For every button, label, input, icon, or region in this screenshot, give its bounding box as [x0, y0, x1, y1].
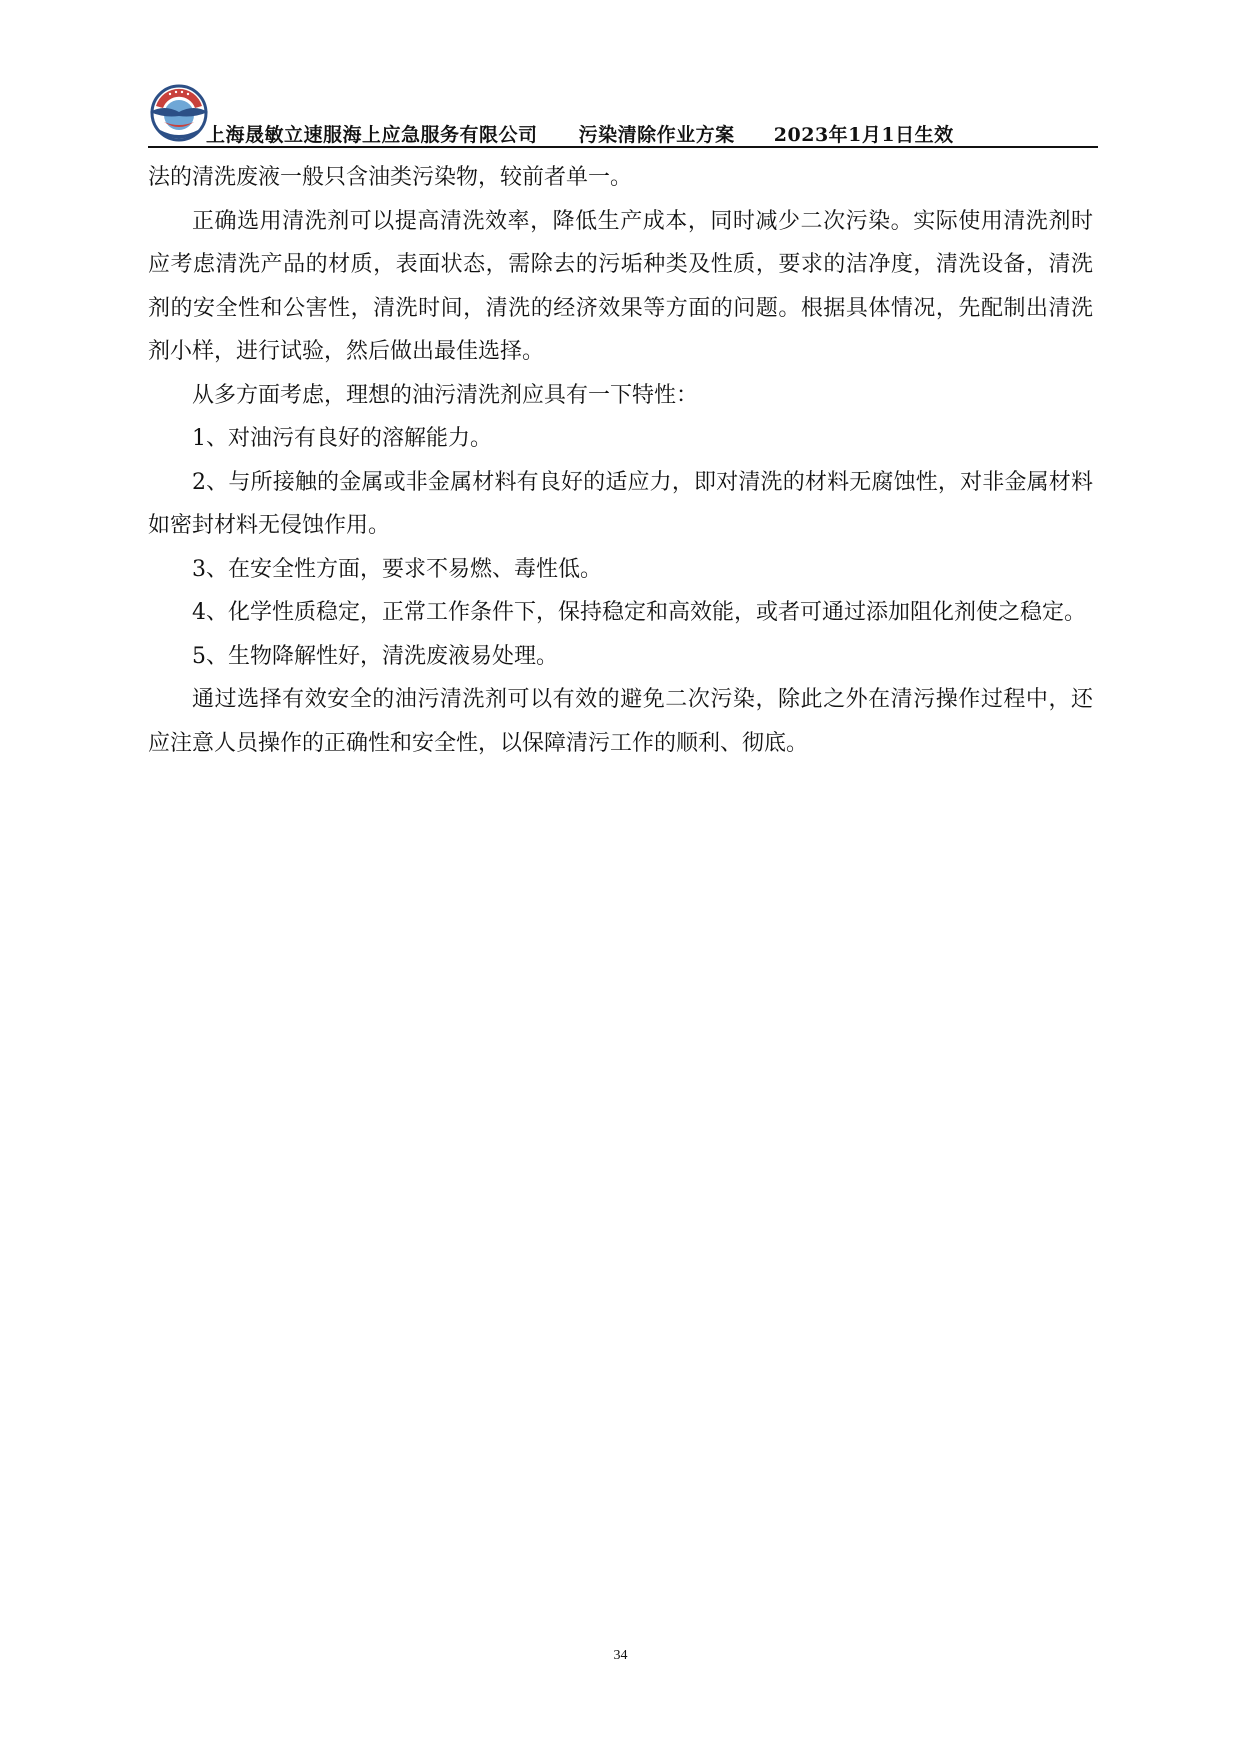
paragraph: 法的清洗废液一般只含油类污染物，较前者单一。 [148, 165, 633, 190]
paragraph: 通过选择有效安全的油污清洗剂可以有效的避免二次污染，除此之外在清污操作过程中，还应注意人员操作的正确性和安全性，以保障清污工作的顺利、彻底。 [148, 687, 1093, 756]
body-text [148, 156, 1093, 765]
header-effective-date: 2023年1月1日生效 [773, 124, 954, 146]
list-item: 5、生物降解性好，清洗废液易处理。 [192, 643, 558, 669]
company-emblem-icon [148, 82, 210, 144]
header-text [206, 120, 954, 147]
paragraph: 从多方面考虑，理想的油污清洗剂应具有一下特性： [192, 382, 699, 408]
list-item: 2、与所接触的金属或非金属材料有良好的适应力，即对清洗的材料无腐蚀性，对非金属材料如密封材料无侵蚀作用。 [148, 469, 1093, 538]
header-company-name: 上海晟敏立速服海上应急服务有限公司 [206, 124, 538, 146]
header-divider [148, 146, 1098, 148]
paragraph: 正确选用清洗剂可以提高清洗效率，降低生产成本，同时减少二次污染。实际使用清洗剂时应考虑清洗产品的材质，表面状态，需除去的污垢种类及性质，要求的洁净度，清洗设备，清洗剂的安全性和公害性，清洗时间，清洗的经济效果等方面的问题。根据具体情况，先配制出清洗剂小样，进行试验，然后做出最佳选择。 [148, 208, 1093, 364]
page-number: 34 [613, 1648, 628, 1663]
list-item: 1、对油污有良好的溶解能力。 [192, 426, 492, 451]
header-document-title: 污染清除作业方案 [578, 124, 735, 146]
list-item: 3、在安全性方面，要求不易燃、毒性低。 [192, 556, 602, 582]
list-item: 4、化学性质稳定，正常工作条件下，保持稳定和高效能，或者可通过添加阻化剂使之稳定。 [192, 600, 1087, 625]
page-header [148, 82, 1098, 152]
